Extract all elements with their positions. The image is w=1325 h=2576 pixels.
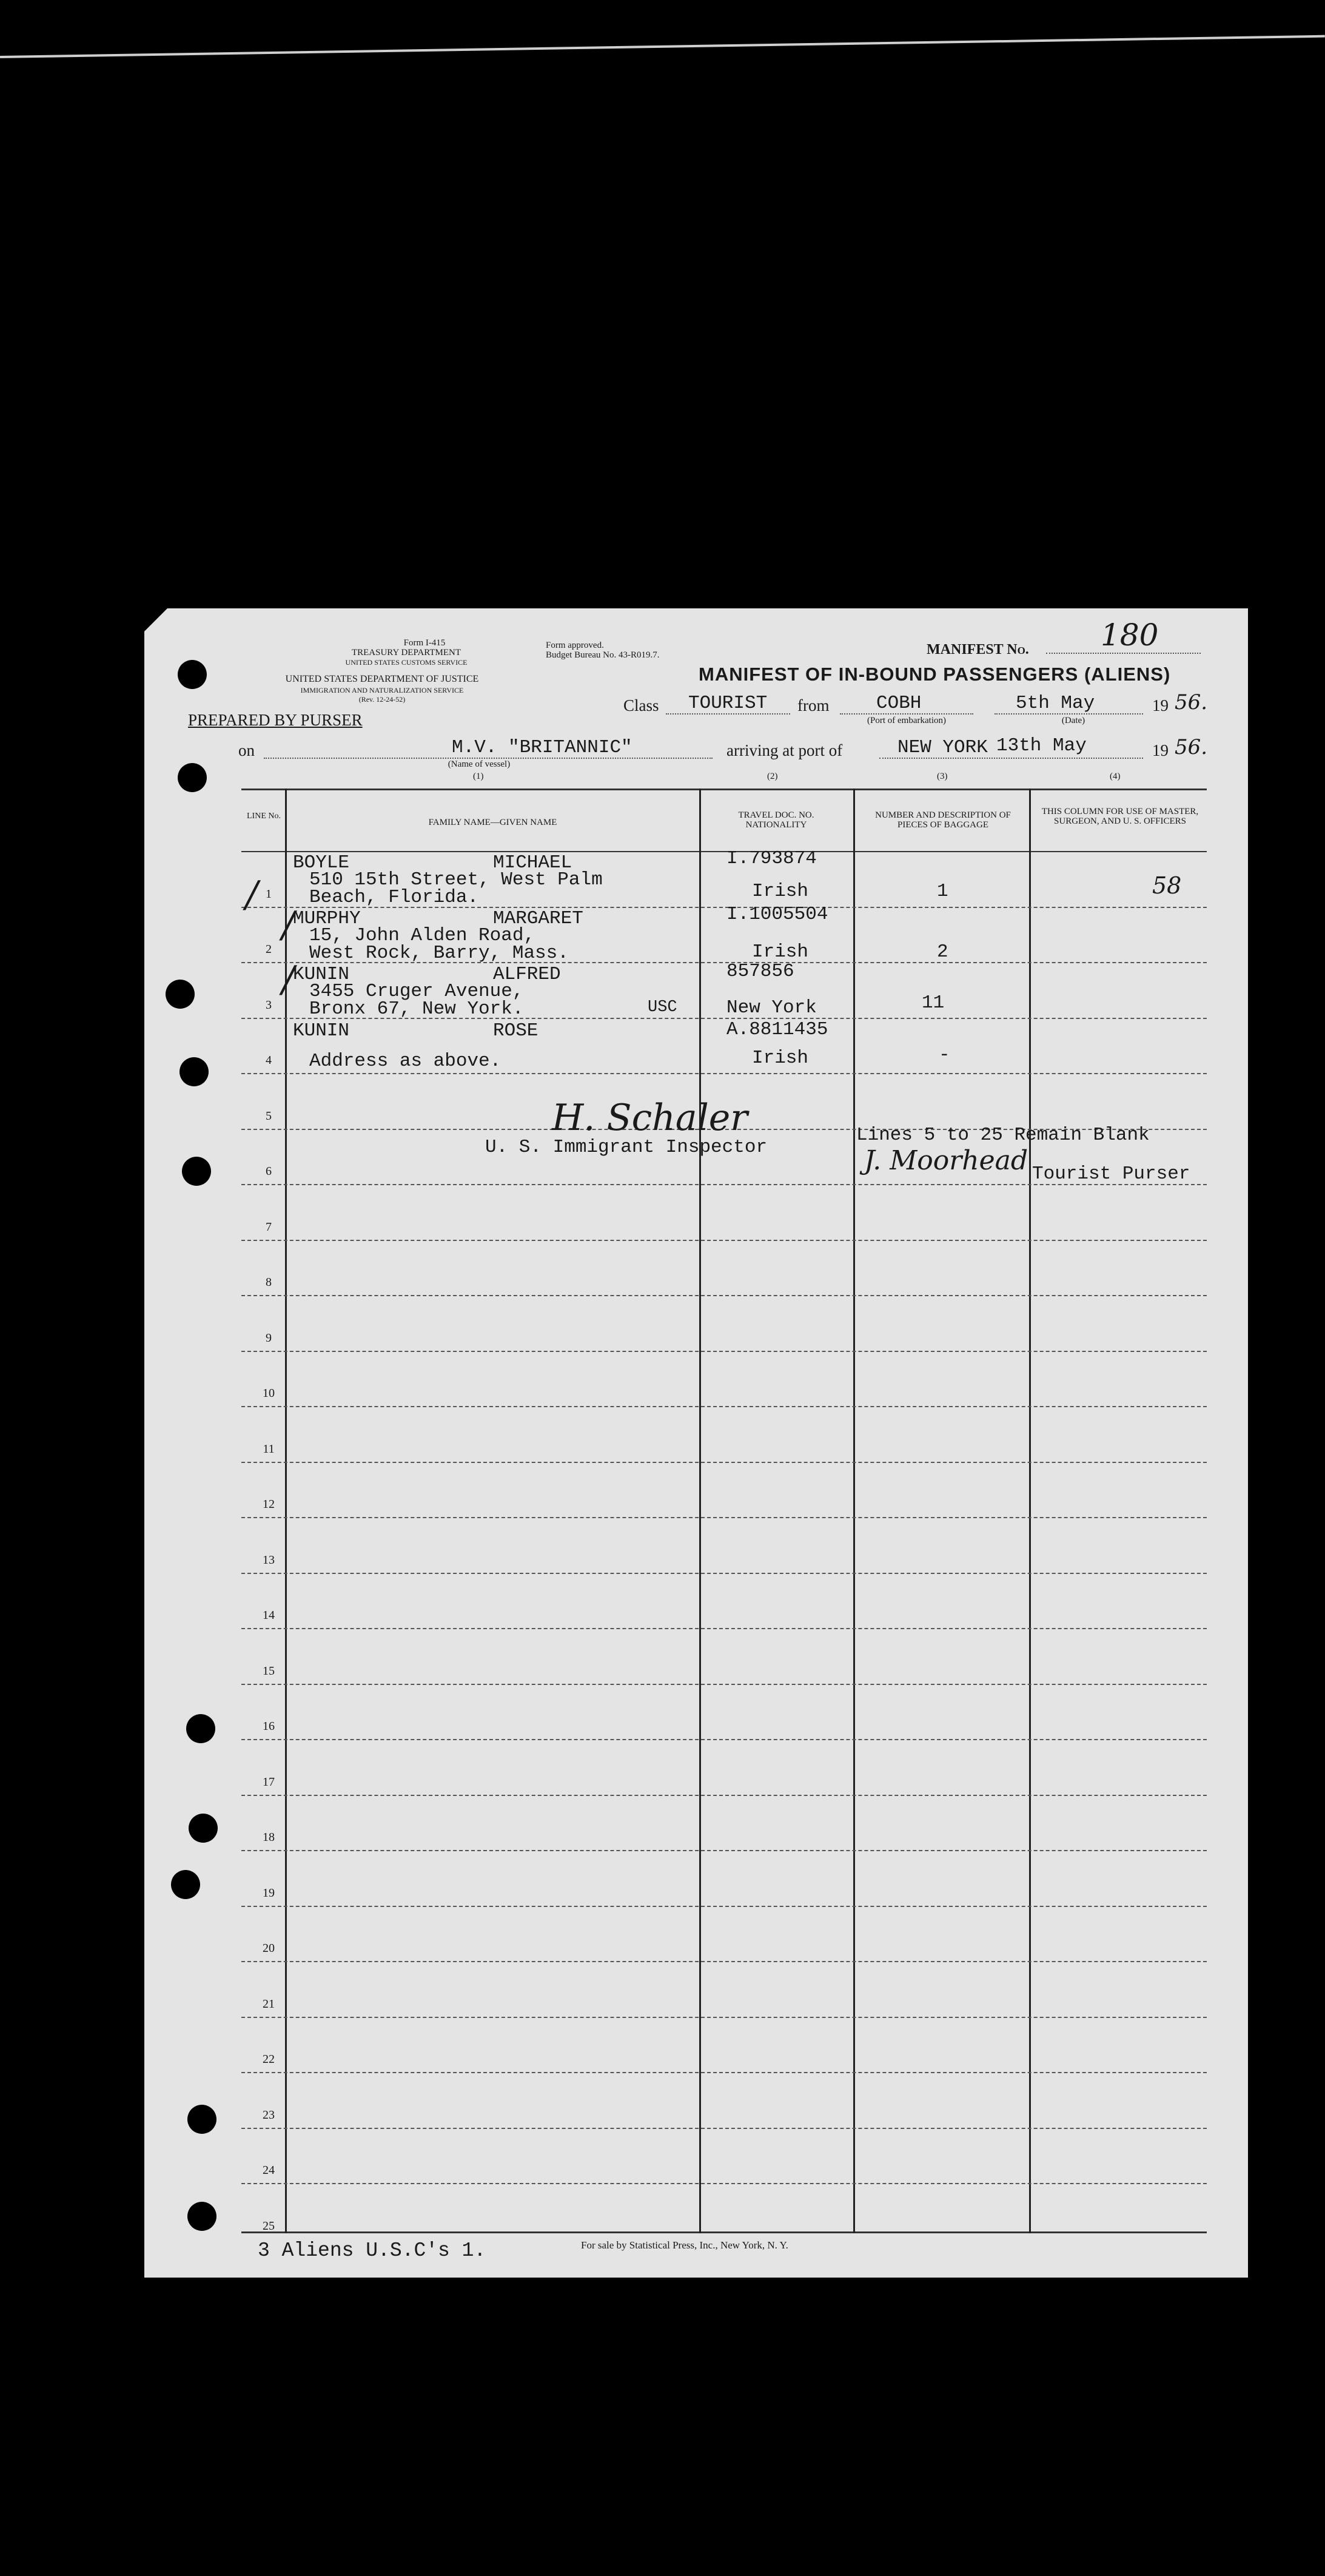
punch-hole <box>182 1157 211 1186</box>
punch-hole <box>166 980 195 1009</box>
line-number: 24 <box>263 2164 275 2177</box>
line-number: 12 <box>263 1498 275 1511</box>
entry-1-baggage: 1 <box>937 881 948 902</box>
arrival-date: 13th May <box>996 735 1087 756</box>
entry-4-baggage: - <box>939 1044 950 1066</box>
line-number: 14 <box>263 1609 275 1622</box>
header-line-no: LINE No. <box>247 812 281 821</box>
row-divider <box>241 1906 1207 1907</box>
date-note: (Date) <box>1061 716 1085 725</box>
manifest-number: 180 <box>1101 617 1159 653</box>
row-divider <box>241 1517 1207 1518</box>
entry-3-address-1: 3455 Cruger Avenue, <box>309 981 524 1002</box>
inspector-signature: H. Schaler <box>552 1097 748 1139</box>
remain-blank-note: Lines 5 to 25 Remain Blank <box>856 1125 1150 1146</box>
entry-4-surname: KUNIN <box>293 1020 350 1041</box>
check-mark: / <box>282 958 295 1001</box>
class-line <box>666 713 790 715</box>
line-number: 2 <box>266 943 272 956</box>
row-divider <box>241 2128 1207 2129</box>
revision: (Rev. 12-24-52) <box>358 695 406 704</box>
entry-4-doc-no: A.8811435 <box>726 1019 828 1040</box>
row-divider <box>241 1628 1207 1629</box>
punch-hole <box>189 1814 218 1843</box>
line-number: 16 <box>263 1720 275 1733</box>
table-header-rule <box>241 851 1207 852</box>
line-number: 17 <box>263 1775 275 1789</box>
entry-2-nationality: Irish <box>752 941 809 963</box>
entry-3-address-2: Bronx 67, New York. <box>309 998 524 1020</box>
entry-1-address-2: Beach, Florida. <box>309 887 479 908</box>
line-number: 10 <box>263 1387 275 1400</box>
departure-year: 56. <box>1175 690 1208 715</box>
row-divider <box>241 1795 1207 1796</box>
line-number: 4 <box>266 1054 272 1067</box>
row-divider <box>241 1961 1207 1962</box>
line-number: 19 <box>263 1886 275 1900</box>
arriving-label: arriving at port of <box>726 741 843 759</box>
entry-3-doc-no: 857856 <box>726 961 794 982</box>
form-number: Form I-415 <box>403 638 446 648</box>
table-top-rule <box>241 789 1207 790</box>
check-mark: / <box>282 904 295 946</box>
manifest-underline <box>1046 653 1201 654</box>
torn-corner <box>144 608 167 631</box>
entry-2-doc-no: I.1005504 <box>726 904 828 925</box>
punch-hole <box>187 2105 216 2134</box>
arrival-year: 56. <box>1175 735 1208 759</box>
line-number: 23 <box>263 2108 275 2122</box>
class-label: Class <box>623 696 659 715</box>
entry-3-surname: KUNIN <box>293 964 350 985</box>
row-divider <box>241 1073 1207 1074</box>
punch-hole <box>178 763 207 792</box>
line-number: 9 <box>266 1331 272 1345</box>
entry-1-nationality: Irish <box>752 881 809 902</box>
row-divider <box>241 1850 1207 1851</box>
form-approved: Form approved. <box>546 641 604 650</box>
entry-4-address-1: Address as above. <box>309 1051 501 1072</box>
departure-date: 5th May <box>1016 693 1095 714</box>
manifest-label: MANIFEST No. <box>927 642 1029 657</box>
line-number: 3 <box>266 998 272 1012</box>
year-prefix: 19 <box>1152 696 1169 715</box>
row-divider <box>241 2183 1207 2184</box>
line-number: 7 <box>266 1220 272 1234</box>
line-number: 22 <box>263 2053 275 2066</box>
col-number-1: (1) <box>473 772 484 781</box>
header-travel-doc: TRAVEL DOC. NO. NATIONALITY <box>738 810 814 830</box>
punch-hole <box>186 1714 215 1743</box>
manifest-title: MANIFEST OF IN-BOUND PASSENGERS (ALIENS) <box>699 664 1171 685</box>
vessel-name: M.V. "BRITANNIC" <box>452 737 632 758</box>
vessel-note: (Name of vessel) <box>448 759 511 769</box>
header-baggage: NUMBER AND DESCRIPTION OF PIECES OF BAGGAGE <box>875 810 1011 830</box>
row-divider <box>241 1240 1207 1241</box>
line-number: 25 <box>263 2219 275 2233</box>
col-number-3: (3) <box>937 772 948 781</box>
entry-3-given: ALFRED <box>493 964 561 985</box>
entry-4-given: ROSE <box>493 1020 538 1041</box>
ins-name: IMMIGRATION AND NATURALIZATION SERVICE <box>300 686 464 694</box>
row-divider <box>241 1406 1207 1407</box>
justice-department: UNITED STATES DEPARTMENT OF JUSTICE <box>285 674 479 684</box>
entry-2-given: MARGARET <box>493 908 583 929</box>
class-value: TOURIST <box>688 693 768 714</box>
line-number: 21 <box>263 1997 275 2011</box>
line-number: 1 <box>266 887 272 901</box>
entry-1-officer-note: 58 <box>1152 872 1182 899</box>
printer-credit: For sale by Statistical Press, Inc., New York, N. Y. <box>581 2239 788 2251</box>
date-line <box>995 713 1143 715</box>
entry-1-address-1: 510 15th Street, West Palm <box>309 869 603 890</box>
entry-4-nationality: Irish <box>752 1048 809 1069</box>
punch-hole <box>171 1870 200 1899</box>
row-divider <box>241 1684 1207 1685</box>
purser-title: Tourist Purser <box>1032 1163 1190 1185</box>
line-number: 15 <box>263 1664 275 1678</box>
line-number: 8 <box>266 1276 272 1289</box>
punch-hole <box>179 1057 209 1086</box>
check-mark: / <box>246 873 258 916</box>
entry-3-nationality: New York <box>726 997 817 1018</box>
row-divider <box>241 1573 1207 1574</box>
header-family-name: FAMILY NAME—GIVEN NAME <box>428 818 557 827</box>
line-number: 13 <box>263 1553 275 1567</box>
row-divider <box>241 1739 1207 1740</box>
budget-number: Budget Bureau No. 43-R019.7. <box>546 650 660 660</box>
row-divider <box>241 1462 1207 1463</box>
col-number-2: (2) <box>767 772 778 781</box>
from-label: from <box>797 696 830 715</box>
on-label: on <box>238 741 255 759</box>
row-divider <box>241 1295 1207 1296</box>
header-officers: THIS COLUMN FOR USE OF MASTER, SURGEON, AND U. S. OFFICERS <box>1041 807 1199 826</box>
col-number-4: (4) <box>1110 772 1121 781</box>
punch-hole <box>178 660 207 689</box>
arrival-port: NEW YORK <box>897 737 988 758</box>
prepared-by-stamp: PREPARED BY PURSER <box>188 711 363 729</box>
line-number: 6 <box>266 1165 272 1178</box>
purser-signature: J. Moorhead <box>864 1145 1028 1176</box>
vessel-line <box>264 758 713 759</box>
from-line <box>840 713 973 715</box>
line-number: 18 <box>263 1831 275 1844</box>
row-divider <box>241 1351 1207 1352</box>
arrival-year-prefix: 19 <box>1152 741 1169 759</box>
line-number: 11 <box>263 1442 275 1456</box>
port-note: (Port of embarkation) <box>867 716 946 725</box>
entry-2-baggage: 2 <box>937 941 948 963</box>
entry-2-address-1: 15, John Alden Road, <box>309 925 535 946</box>
scanner-edge-line <box>0 35 1325 58</box>
from-value: COBH <box>876 693 922 714</box>
entry-1-given: MICHAEL <box>493 852 572 873</box>
entry-1-doc-no: I.793874 <box>726 848 817 869</box>
department-name: TREASURY DEPARTMENT <box>351 648 461 657</box>
arrival-line <box>879 758 1143 759</box>
line-number: 20 <box>263 1942 275 1955</box>
entry-2-address-2: West Rock, Barry, Mass. <box>309 943 569 964</box>
row-divider <box>241 2017 1207 2018</box>
entry-3-usc-flag: USC <box>648 998 677 1017</box>
alien-count-note: 3 Aliens U.S.C's 1. <box>258 2239 486 2262</box>
inspector-title: U. S. Immigrant Inspector <box>485 1137 768 1158</box>
line-number: 5 <box>266 1109 272 1123</box>
service-name: UNITED STATES CUSTOMS SERVICE <box>345 658 468 667</box>
entry-1-surname: BOYLE <box>293 852 350 873</box>
row-divider <box>241 2072 1207 2073</box>
entry-2-surname: MURPHY <box>293 908 361 929</box>
entry-3-baggage: 11 <box>922 992 945 1014</box>
punch-hole <box>187 2202 216 2231</box>
table-bottom-rule <box>241 2231 1207 2233</box>
